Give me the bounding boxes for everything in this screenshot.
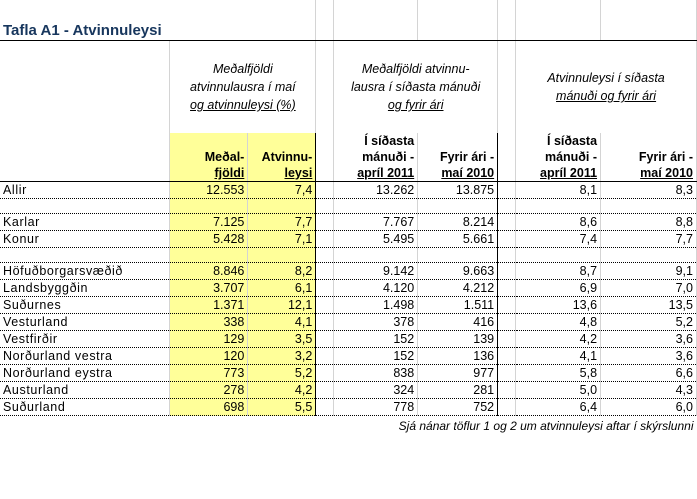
cell-rate: 7,4 <box>248 182 316 199</box>
cell-prev-year-count: 1.511 <box>418 297 498 314</box>
cell-prev-month-rate: 6,9 <box>516 280 601 297</box>
cell-rate: 6,1 <box>248 280 316 297</box>
col-header-avg-count: Meðal- fjöldi <box>170 133 248 182</box>
cell-prev-year-count: 8.214 <box>418 214 498 231</box>
table-row-region <box>0 297 697 314</box>
cell-prev-year-rate: 8,3 <box>601 182 697 199</box>
cell-avg-count: 5.428 <box>170 231 248 248</box>
row-label: Vestfirðir <box>0 331 170 348</box>
cell-prev-month-rate: 7,4 <box>516 231 601 248</box>
row-label: Konur <box>0 231 170 248</box>
cell-prev-year-rate: 8,8 <box>601 214 697 231</box>
cell-prev-month-count: 152 <box>334 331 418 348</box>
cell-prev-month-rate: 8,1 <box>516 182 601 199</box>
col-header-prev-year-rate: Fyrir ári - maí 2010 <box>601 133 697 182</box>
sub-header-row <box>0 133 697 182</box>
cell-rate: 5,5 <box>248 399 316 416</box>
cell-prev-year-rate: 5,2 <box>601 314 697 331</box>
cell-prev-month-rate: 4,1 <box>516 348 601 365</box>
table-row-region <box>0 263 697 280</box>
col-header-prev-month-rate: Í síðasta mánuði - apríl 2011 <box>516 133 601 182</box>
cell-avg-count: 3.707 <box>170 280 248 297</box>
cell-avg-count: 773 <box>170 365 248 382</box>
cell-rate: 12,1 <box>248 297 316 314</box>
cell-rate: 3,2 <box>248 348 316 365</box>
cell-prev-month-count: 5.495 <box>334 231 418 248</box>
cell-prev-month-rate: 8,6 <box>516 214 601 231</box>
row-label: Suðurland <box>0 399 170 416</box>
cell-prev-month-count: 9.142 <box>334 263 418 280</box>
row-label: Höfuðborgarsvæðið <box>0 263 170 280</box>
col-header-rate: Atvinnu- leysi <box>248 133 316 182</box>
cell-prev-month-rate: 4,8 <box>516 314 601 331</box>
cell-prev-year-rate: 9,1 <box>601 263 697 280</box>
cell-avg-count: 278 <box>170 382 248 399</box>
cell-prev-year-rate: 7,7 <box>601 231 697 248</box>
table-row-region <box>0 331 697 348</box>
cell-prev-month-rate: 4,2 <box>516 331 601 348</box>
row-label: Suðurnes <box>0 297 170 314</box>
cell-prev-month-count: 1.498 <box>334 297 418 314</box>
cell-avg-count: 12.553 <box>170 182 248 199</box>
table-row-region <box>0 348 697 365</box>
group-header-avg-may: Meðalfjöldi atvinnulausra í maí og atvinnuleysi (%) <box>170 41 316 134</box>
table-title: Tafla A1 - Atvinnuleysi <box>0 0 316 41</box>
cell-prev-month-count: 778 <box>334 399 418 416</box>
cell-rate: 7,1 <box>248 231 316 248</box>
cell-prev-year-rate: 3,6 <box>601 348 697 365</box>
cell-prev-year-count: 4.212 <box>418 280 498 297</box>
table-row-region <box>0 382 697 399</box>
cell-prev-month-rate: 6,4 <box>516 399 601 416</box>
table-row-region <box>0 280 697 297</box>
col-header-prev-year-count: Fyrir ári - maí 2010 <box>418 133 498 182</box>
cell-prev-year-count: 5.661 <box>418 231 498 248</box>
cell-prev-year-count: 139 <box>418 331 498 348</box>
cell-prev-year-rate: 6,0 <box>601 399 697 416</box>
footnote-row <box>0 416 697 437</box>
table-row-konur <box>0 231 697 248</box>
cell-prev-year-count: 752 <box>418 399 498 416</box>
cell-avg-count: 129 <box>170 331 248 348</box>
row-label: Allir <box>0 182 170 199</box>
cell-rate: 3,5 <box>248 331 316 348</box>
cell-prev-month-rate: 5,8 <box>516 365 601 382</box>
cell-avg-count: 7.125 <box>170 214 248 231</box>
cell-avg-count: 698 <box>170 399 248 416</box>
cell-rate: 4,1 <box>248 314 316 331</box>
cell-rate: 7,7 <box>248 214 316 231</box>
row-label: Norðurland vestra <box>0 348 170 365</box>
cell-prev-year-count: 416 <box>418 314 498 331</box>
cell-avg-count: 8.846 <box>170 263 248 280</box>
spacer-row <box>0 199 697 214</box>
row-label: Landsbyggðin <box>0 280 170 297</box>
cell-prev-month-rate: 8,7 <box>516 263 601 280</box>
cell-prev-month-rate: 13,6 <box>516 297 601 314</box>
cell-prev-year-rate: 7,0 <box>601 280 697 297</box>
cell-prev-month-count: 4.120 <box>334 280 418 297</box>
table-row-region <box>0 314 697 331</box>
cell-prev-year-rate: 4,3 <box>601 382 697 399</box>
row-label: Vesturland <box>0 314 170 331</box>
table-row-karlar <box>0 214 697 231</box>
cell-prev-month-count: 378 <box>334 314 418 331</box>
spacer-row <box>0 248 697 263</box>
cell-rate: 4,2 <box>248 382 316 399</box>
cell-prev-year-rate: 13,5 <box>601 297 697 314</box>
table-row-region <box>0 365 697 382</box>
cell-prev-month-rate: 5,0 <box>516 382 601 399</box>
group-header-rate-prev: Atvinnuleysi í síðasta mánuði og fyrir ári <box>516 41 697 134</box>
cell-avg-count: 1.371 <box>170 297 248 314</box>
table-row-allir <box>0 182 697 199</box>
title-row <box>0 0 697 41</box>
row-label: Karlar <box>0 214 170 231</box>
cell-prev-year-rate: 3,6 <box>601 331 697 348</box>
row-label: Norðurland eystra <box>0 365 170 382</box>
group-header-row <box>0 41 697 134</box>
cell-prev-month-count: 152 <box>334 348 418 365</box>
footnote: Sjá nánar töflur 1 og 2 um atvinnuleysi aftar í skýrslunni <box>398 419 694 433</box>
row-label: Austurland <box>0 382 170 399</box>
cell-prev-year-count: 9.663 <box>418 263 498 280</box>
cell-avg-count: 120 <box>170 348 248 365</box>
cell-prev-year-rate: 6,6 <box>601 365 697 382</box>
cell-prev-year-count: 13.875 <box>418 182 498 199</box>
cell-prev-month-count: 838 <box>334 365 418 382</box>
group-header-avg-prev: Meðalfjöldi atvinnu- lausra í síðasta mánuði og fyrir ári <box>334 41 498 134</box>
col-header-prev-month-count: Í síðasta mánuði - apríl 2011 <box>334 133 418 182</box>
cell-prev-year-count: 977 <box>418 365 498 382</box>
cell-avg-count: 338 <box>170 314 248 331</box>
table-row-region <box>0 399 697 416</box>
cell-rate: 8,2 <box>248 263 316 280</box>
cell-prev-month-count: 7.767 <box>334 214 418 231</box>
cell-prev-year-count: 136 <box>418 348 498 365</box>
cell-rate: 5,2 <box>248 365 316 382</box>
cell-prev-month-count: 324 <box>334 382 418 399</box>
cell-prev-month-count: 13.262 <box>334 182 418 199</box>
cell-prev-year-count: 281 <box>418 382 498 399</box>
